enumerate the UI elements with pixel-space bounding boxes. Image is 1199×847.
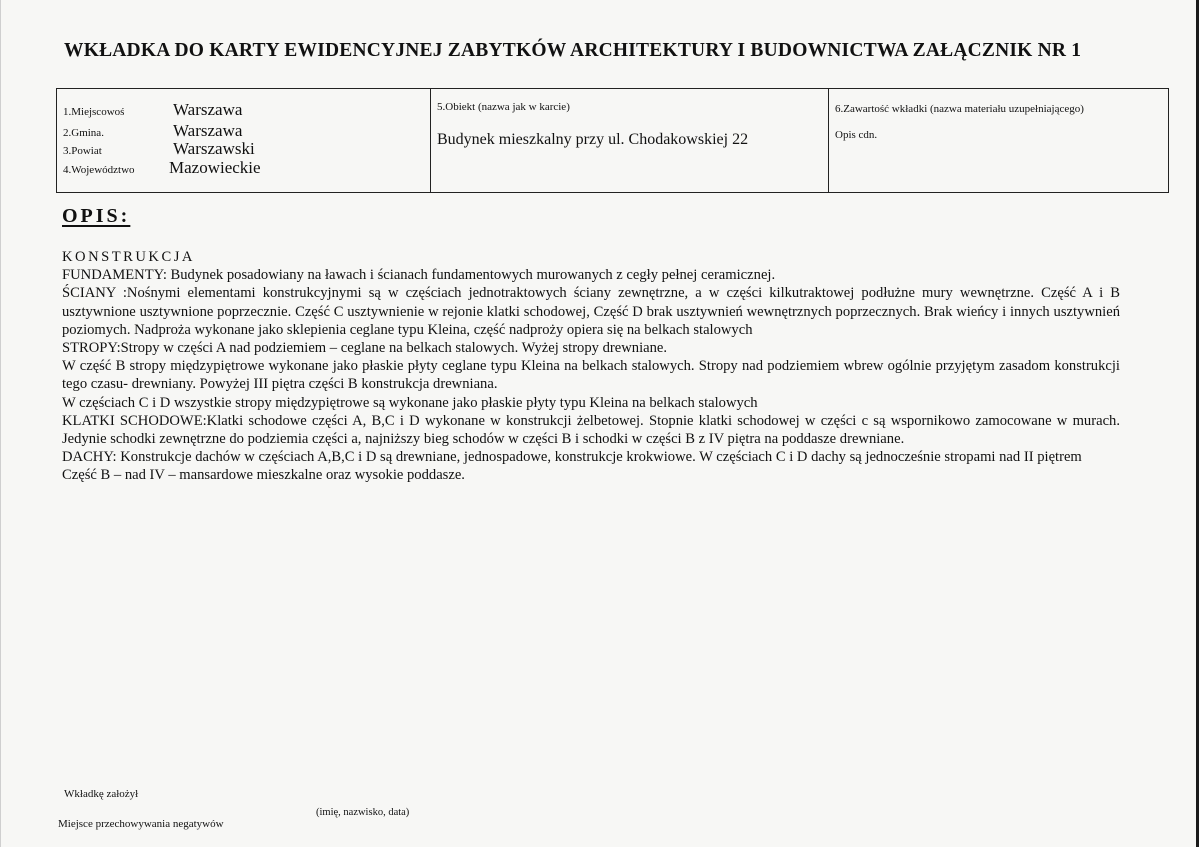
paragraph-czesc-b: Część B – nad IV – mansardowe mieszkalne oraz wysokie poddasze. bbox=[62, 467, 465, 484]
location-cell bbox=[57, 89, 431, 192]
paragraph-stropy-b: W część B stropy międzypiętrowe wykonane jako płaskie płyty ceglane typu Kleina na belkach stalowych. Stropy nad podziemiem wbrew ogólnie przyjętym zasadom konstrukcji tego czasu- drewniany. Powyżej III piętra części B konstrukcja drewniana. bbox=[62, 358, 1120, 393]
location-row-gmina bbox=[63, 121, 242, 141]
paragraph-stropy-cd: W częściach C i D wszystkie stropy międzypiętrowe są wykonane jako płaskie płyty typu Kleina na belkach stalowych bbox=[62, 394, 758, 411]
footer-name-hint: (imię, nazwisko, data) bbox=[316, 807, 410, 818]
content-value: Opis cdn. bbox=[835, 129, 878, 141]
description-body bbox=[62, 248, 1120, 485]
document-title: WKŁADKA DO KARTY EWIDENCYJNEJ ZABYTKÓW ARCHITEKTURY I BUDOWNICTWA ZAŁĄCZNIK NR 1 bbox=[64, 40, 1082, 61]
content-label: 6.Zawartość wkładki (nazwa materiału uzupełniającego) bbox=[835, 103, 1084, 115]
location-row-wojewodztwo bbox=[63, 158, 261, 178]
object-label: 5.Obiekt (nazwa jak w karcie) bbox=[437, 101, 570, 113]
page-edge-left bbox=[0, 0, 1, 847]
location-value: Warszawski bbox=[173, 139, 255, 158]
location-value: Warszawa bbox=[173, 100, 243, 119]
location-row-miejscowosc bbox=[63, 100, 242, 120]
location-label: 1.Miejscowoś bbox=[63, 106, 125, 118]
footer-made-by: Wkładkę założył bbox=[64, 788, 139, 800]
content-cell bbox=[829, 89, 1168, 192]
location-value: Warszawa bbox=[173, 121, 243, 140]
info-table bbox=[56, 88, 1169, 193]
location-label: 3.Powiat bbox=[63, 145, 102, 157]
paragraph-sciany: ŚCIANY :Nośnymi elementami konstrukcyjnymi są w częściach jednotraktowych ściany zewnętrzne, a w części kilkutraktowej podłużne mury wewnętrzne. Część A i B usztywnione usztywnione poprzecznie. Część C usztywnienie w rejonie klatki schodowej, Część D brak usztywnień wewnętrznych poprzecznych. Brak wieńcy i innych usztywnień poziomych. Nadproża wykonane jako sklepienia ceglane typu Kleina, część nadproży opiera się na belkach stalowych bbox=[62, 285, 1120, 338]
paragraph-dachy: DACHY: Konstrukcje dachów w częściach A,B,C i D są drewniane, jednospadowe, konstrukcje krokwiowe. W częściach C i D dachy są jednocześnie stropami nad II piętrem bbox=[62, 449, 1082, 466]
location-label: 4.Województwo bbox=[63, 164, 135, 176]
paragraph-fundamenty: FUNDAMENTY: Budynek posadowiany na ławach i ścianach fundamentowych murowanych z cegły pełnej ceramicznej. bbox=[62, 267, 776, 284]
paragraph-stropy: STROPY:Stropy w części A nad podziemiem – ceglane na belkach stalowych. Wyżej stropy drewniane. bbox=[62, 340, 668, 357]
section-title: KONSTRUKCJA bbox=[62, 249, 195, 265]
location-value: Mazowieckie bbox=[169, 158, 261, 177]
opis-heading: OPIS: bbox=[62, 205, 131, 227]
footer-storage: Miejsce przechowywania negatywów bbox=[58, 818, 224, 830]
location-row-powiat bbox=[63, 139, 255, 159]
object-cell bbox=[431, 89, 829, 192]
paragraph-klatki: KLATKI SCHODOWE:Klatki schodowe części A, B,C i D wykonane w konstrukcji żelbetowej. Stopnie klatki schodowej w części c są wspornikowo zamocowane w murach. Jedynie schodki zewnętrzne do podziemia części a, najniższy bieg schodów w części B i schodki w części B z IV piętra na poddasze drewniane. bbox=[62, 412, 1120, 448]
location-label: 2.Gmina. bbox=[63, 127, 104, 139]
object-value: Budynek mieszkalny przy ul. Chodakowskiej 22 bbox=[437, 131, 749, 148]
